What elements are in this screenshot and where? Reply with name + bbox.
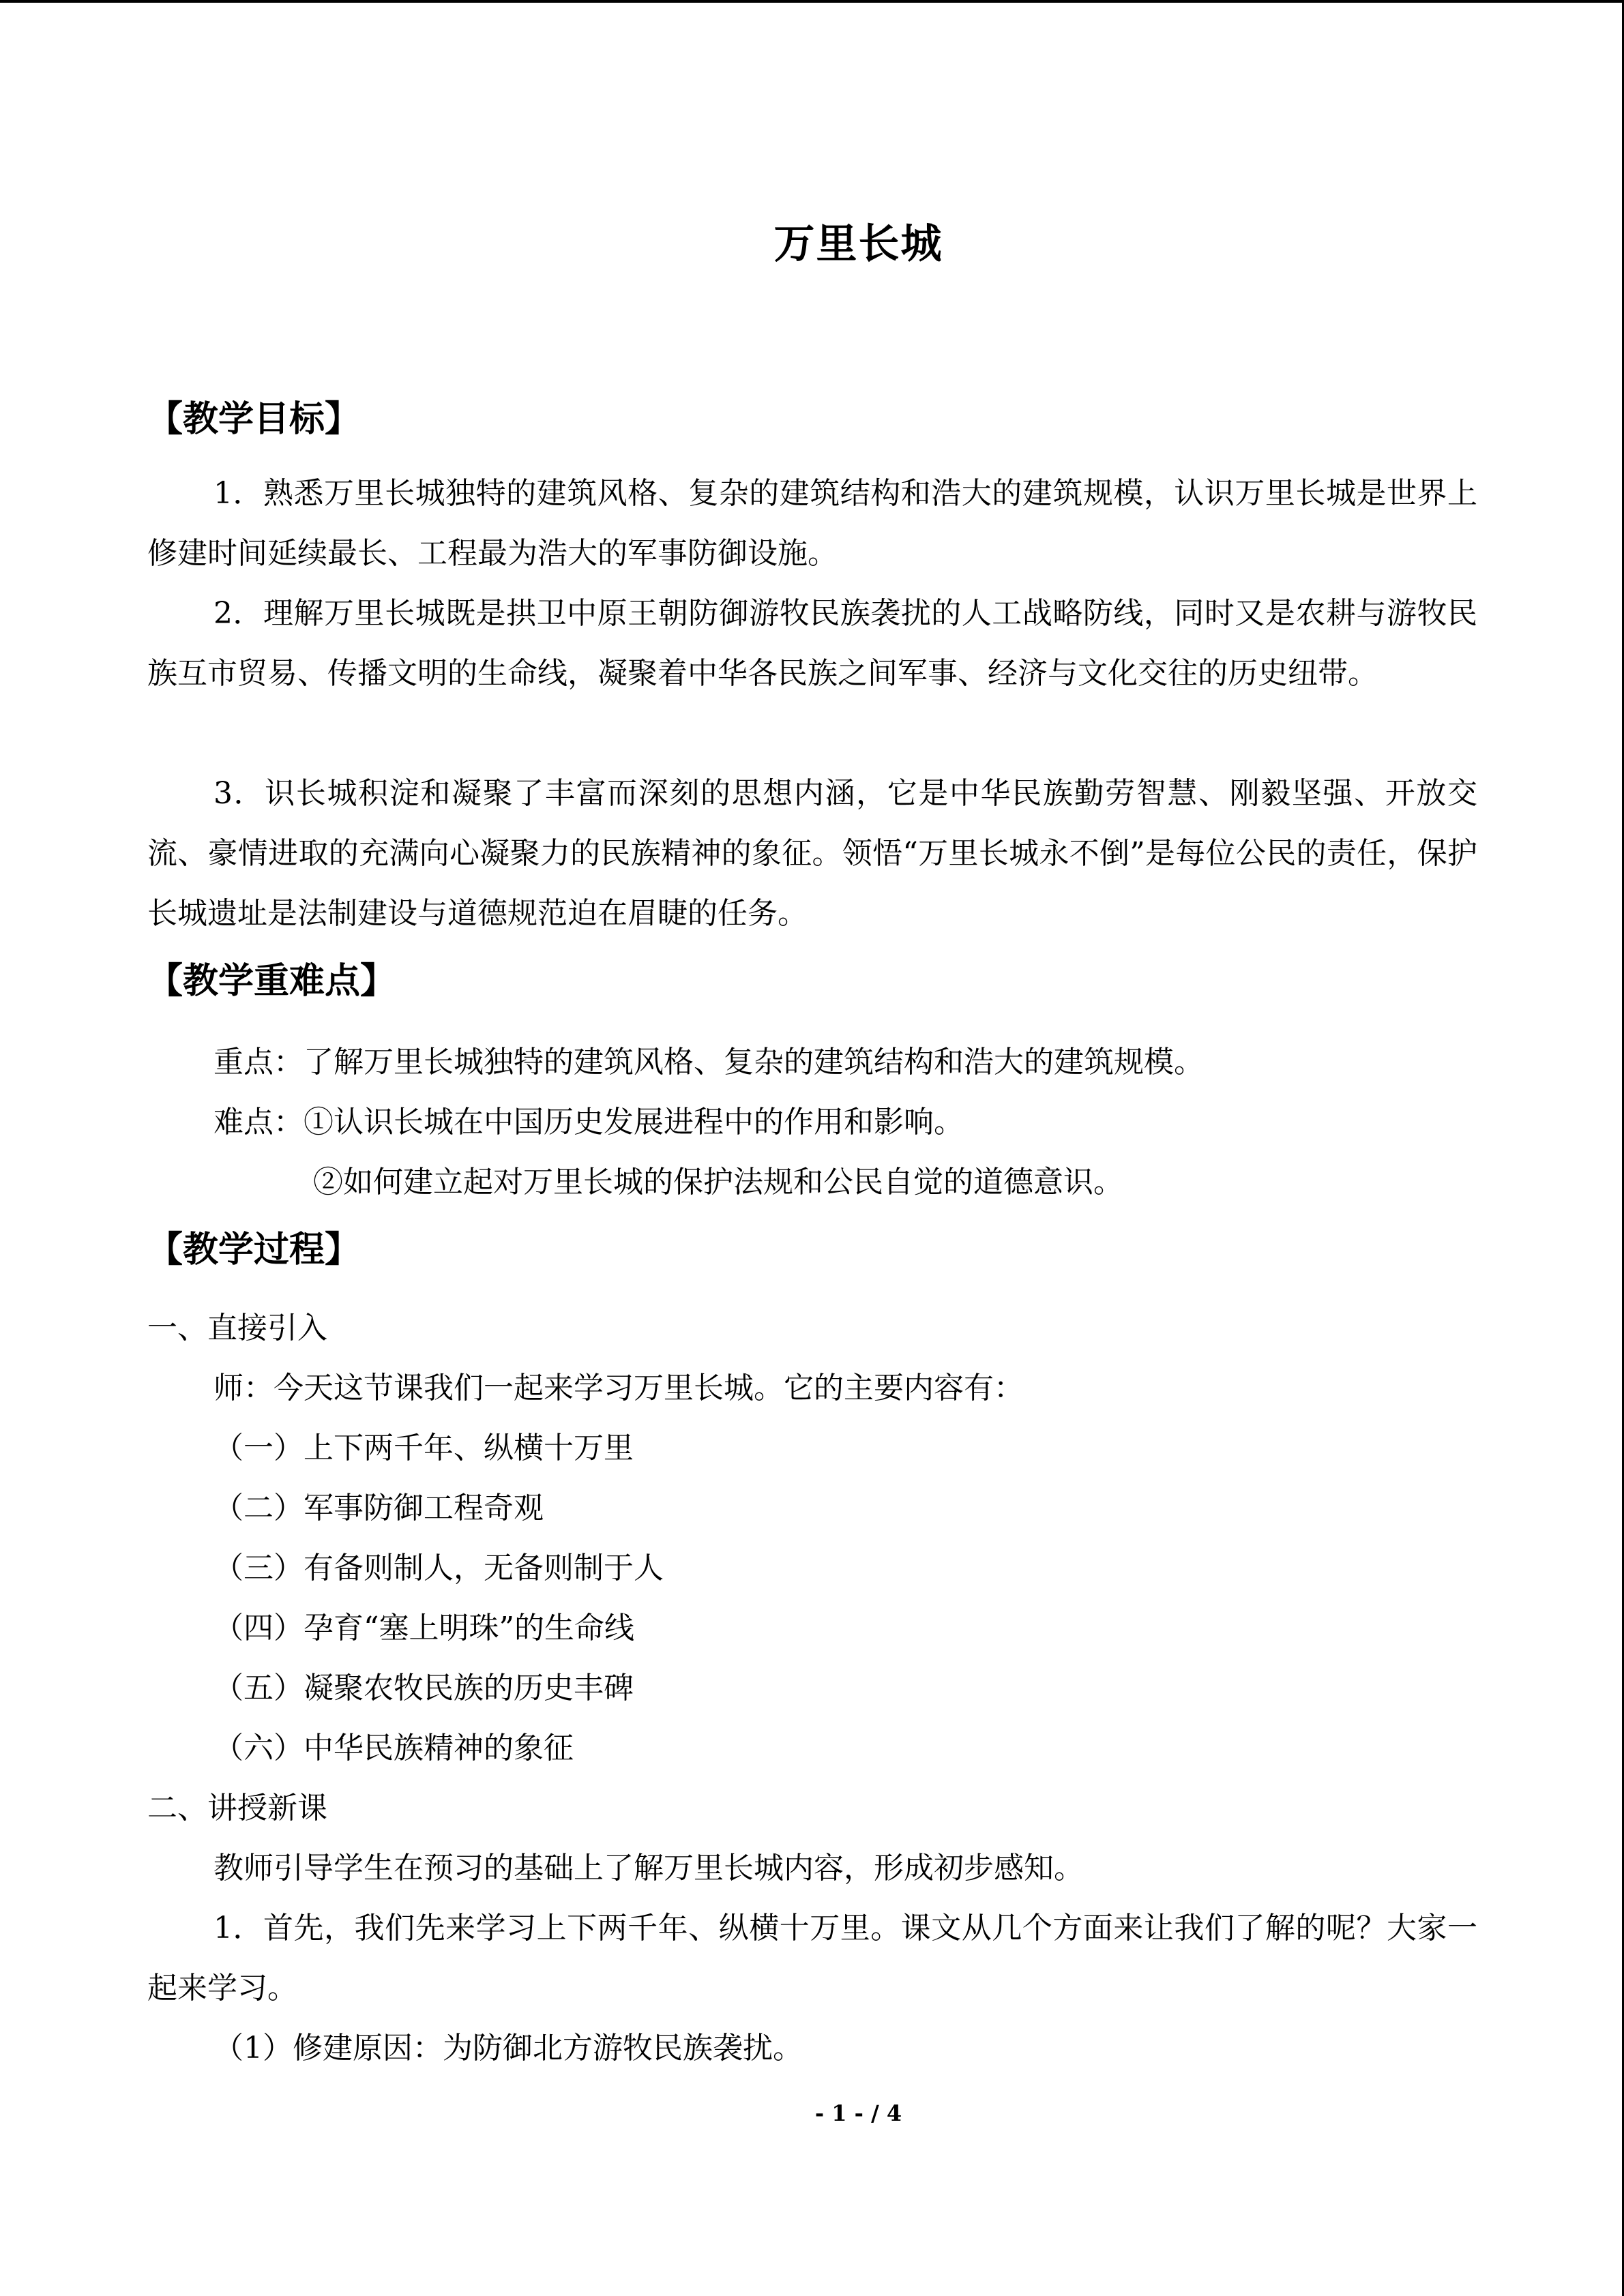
part2-paragraph-2: （1）修建原因：为防御北方游牧民族袭扰。 <box>213 2031 803 2066</box>
part1-item: （五）凝聚农牧民族的历史丰碑 <box>213 1671 634 1705</box>
part2-paragraph-1: 1．首先，我们先来学习上下两千年、纵横十万里。课文从几个方面来让我们了解的呢？大家一起来学习。 <box>147 1911 1477 2006</box>
part1-item: （四）孕育“塞上明珠”的生命线 <box>213 1611 634 1645</box>
document-title: 万里长城 <box>773 220 943 268</box>
difficult-point-2: ②如何建立起对万里长城的保护法规和公民自觉的道德意识。 <box>313 1165 1123 1199</box>
objective-item-3: 3．识长城积淀和凝聚了丰富而深刻的思想内涵，它是中华民族勤劳智慧、刚毅坚强、开放交流、豪情进取的充满向心凝聚力的民族精神的象征。领悟“万里长城永不倒”是每位公民的责任，保护长城遗址是法制建设与道德规范迫在眉睫的任务。 <box>147 776 1477 931</box>
part1-item: （一）上下两千年、纵横十万里 <box>213 1431 634 1465</box>
objective-item-1: 1．熟悉万里长城独特的建筑风格、复杂的建筑结构和浩大的建筑规模，认识万里长城是世界上修建时间延续最长、工程最为浩大的军事防御设施。 <box>147 476 1477 571</box>
heading-key-points: 【教学重难点】 <box>147 961 396 1002</box>
heading-objectives: 【教学目标】 <box>147 399 361 440</box>
difficult-point-1: 难点：①认识长城在中国历史发展进程中的作用和影响。 <box>213 1105 964 1139</box>
heading-process: 【教学过程】 <box>147 1229 361 1270</box>
objective-item-2: 2．理解万里长城既是拱卫中原王朝防御游牧民族袭扰的人工战略防线，同时又是农耕与游牧民族互市贸易、传播文明的生命线，凝聚着中华各民族之间军事、经济与文化交往的历史纽带。 <box>147 596 1477 691</box>
part1-item: （六）中华民族精神的象征 <box>213 1731 574 1765</box>
page-number: - 1 - / 4 <box>814 2100 902 2126</box>
page-top-border <box>0 0 1624 3</box>
part1-item: （二）军事防御工程奇观 <box>213 1491 544 1525</box>
part1-item: （三）有备则制人，无备则制于人 <box>213 1551 664 1585</box>
key-point: 重点：了解万里长城独特的建筑风格、复杂的建筑结构和浩大的建筑规模。 <box>213 1045 1204 1079</box>
part2-title: 二、讲授新课 <box>147 1791 327 1825</box>
part1-title: 一、直接引入 <box>147 1311 327 1345</box>
part2-intro: 教师引导学生在预习的基础上了解万里长城内容，形成初步感知。 <box>213 1851 1084 1885</box>
part1-intro: 师：今天这节课我们一起来学习万里长城。它的主要内容有： <box>213 1371 1024 1405</box>
